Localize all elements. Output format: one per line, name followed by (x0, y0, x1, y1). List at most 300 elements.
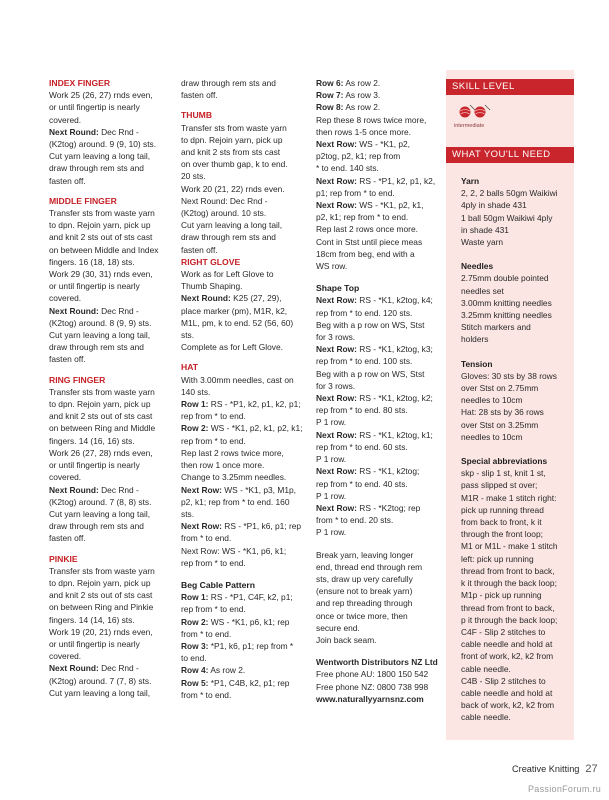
instruction-text: rep from * to end. 60 sts. (316, 441, 408, 452)
row-label: Next Round: (181, 293, 231, 304)
instruction-text: from * to end. (181, 628, 232, 639)
instruction-text: *P1, k6, p1; rep from * (208, 640, 294, 651)
instruction-line (316, 126, 434, 138)
instruction-text: covered. (49, 114, 82, 125)
materials-line: cable needle. (461, 663, 511, 674)
instruction-text: p1; rep from * to end. (316, 187, 395, 198)
instruction-line (49, 508, 167, 520)
instruction-line (181, 244, 299, 256)
instruction-line (49, 101, 167, 113)
materials-list (446, 163, 574, 724)
instruction-text: rep from * to end. (181, 557, 246, 568)
pattern-column-3 (316, 77, 438, 705)
materials-line: pass slipped st over; (461, 480, 538, 491)
instruction-text: RS - *K1, k2tog, k1; (356, 429, 433, 440)
instruction-text: (K2tog) around. 10 sts. (181, 208, 267, 219)
instruction-line (181, 640, 299, 652)
instruction-text: Change to 3.25mm needles. (181, 472, 287, 483)
materials-line: 2, 2, 2 balls 50gm Waikiwi (461, 188, 558, 199)
row-label: Row 1: (181, 592, 209, 603)
instruction-line (49, 410, 167, 422)
instruction-line (181, 410, 299, 422)
instruction-line (181, 195, 299, 207)
row-label: Row 6: (316, 78, 344, 88)
instruction-text: covered. (49, 472, 82, 483)
instruction-text: and knit 2 sts from sts cast (181, 147, 281, 158)
instruction-line (181, 422, 303, 434)
materials-line: Hat: 28 sts by 36 rows (461, 407, 544, 418)
instruction-text: 18cm from beg, end with a (316, 248, 415, 259)
materials-line: needles to 10cm (461, 431, 523, 442)
row-label: Row 4: (181, 665, 209, 676)
instruction-line (181, 591, 299, 603)
instruction-text: rep from * to end. (181, 604, 246, 615)
instruction-line (49, 650, 167, 662)
row-label: Row 8: (316, 102, 344, 113)
materials-line: M1p - pick up running (461, 590, 542, 601)
materials-line: pick up running thread (461, 504, 544, 515)
row-label: Wentworth Distributors NZ Ltd (316, 657, 438, 668)
instruction-text: Dec Rnd - (98, 484, 139, 495)
instruction-text: Work as for Left Glove to (181, 269, 274, 280)
instruction-text: K25 (27, 29), (230, 293, 282, 304)
instruction-text: Dec Rnd - (98, 305, 139, 316)
instruction-line (316, 187, 434, 199)
row-label: Next Round: (49, 126, 99, 137)
instruction-text: Work 19 (20, 21) rnds even, (49, 626, 153, 637)
instruction-line (316, 453, 434, 465)
instruction-text: from * to end. 20 sts. (316, 515, 394, 526)
instruction-line (49, 175, 167, 187)
section-heading: PINKIE (49, 553, 78, 564)
instruction-line (49, 89, 167, 101)
materials-line: skp - slip 1 st, knit 1 st, (461, 468, 546, 479)
row-label: Row 2: (181, 616, 209, 627)
row-label: Next Round: (49, 484, 99, 495)
section-heading: THUMB (181, 110, 213, 121)
instruction-text: to dpn. Rejoin yarn, pick up (49, 577, 151, 588)
instruction-text: P 1 row. (316, 417, 347, 428)
instruction-text: end, thread end through rem (316, 561, 423, 572)
instruction-text: Dec Rnd - (98, 663, 139, 674)
instruction-text: to dpn. Rejoin yarn, pick up (49, 220, 151, 231)
what-youll-need-heading: WHAT YOU'LL NEED (446, 147, 574, 163)
skill-level-heading: SKILL LEVEL (446, 79, 574, 95)
instruction-text: Rep last 2 rows twice more, (181, 447, 284, 458)
instruction-line (316, 416, 434, 428)
materials-line: Gloves: 30 sts by 38 rows (461, 370, 557, 381)
pattern-section (316, 77, 434, 272)
row-label: Row 1: (181, 399, 209, 410)
instruction-line (181, 689, 299, 701)
instruction-line (316, 150, 434, 162)
instruction-line (181, 89, 299, 101)
instruction-line (181, 268, 299, 280)
instruction-line (316, 368, 434, 380)
row-label: Row 7: (316, 90, 344, 101)
instruction-text: Work 20 (21, 22) rnds even. (181, 183, 285, 194)
instruction-text: to end. (181, 653, 207, 664)
instruction-text: Work 29 (30, 31) rnds even, (49, 269, 153, 280)
materials-line: in shade 431 (461, 224, 509, 235)
materials-line: thread from front to back, (461, 565, 555, 576)
instruction-line (181, 374, 299, 386)
instruction-line (49, 138, 167, 150)
instruction-line (316, 549, 434, 561)
instruction-line (181, 484, 299, 496)
instruction-line (49, 353, 167, 365)
instruction-text: covered. (49, 651, 82, 662)
instruction-text: or until fingertip is nearly (49, 638, 140, 649)
instruction-line (49, 687, 167, 699)
instruction-line (49, 447, 167, 459)
instruction-line (49, 244, 167, 256)
instruction-text: RS - *P1, k2, p1, k2, (356, 175, 436, 186)
instruction-line (49, 435, 167, 447)
instruction-text: * to end. 140 sts. (316, 163, 379, 174)
instruction-text: M1L, pm, k to end. 52 (56, 60) (181, 317, 294, 328)
materials-line: Stitch markers and (461, 322, 531, 333)
instruction-line (316, 101, 434, 113)
instruction-text: draw through rem sts and (49, 163, 144, 174)
spacer (461, 346, 566, 358)
materials-line: thread from front to back, (461, 602, 555, 613)
instruction-text: As row 2. (343, 78, 381, 88)
section-heading: MIDDLE FINGER (49, 195, 117, 206)
instruction-line (316, 610, 434, 622)
instruction-line (181, 545, 299, 557)
skill-level-box (446, 95, 574, 141)
instruction-line (316, 89, 434, 101)
materials-line: p it through the back loop; (461, 614, 558, 625)
instruction-text: WS - *K1, p2, k1, p2, k1; (208, 423, 303, 434)
instruction-text: covered. (49, 293, 82, 304)
instruction-line (181, 341, 299, 353)
instruction-line (316, 211, 434, 223)
instruction-text: rep from * to end. 80 sts. (316, 405, 408, 416)
instruction-line (316, 343, 434, 355)
pattern-section (49, 553, 167, 699)
pattern-section (49, 77, 167, 187)
instruction-text: once or twice more, then (316, 610, 408, 621)
instruction-text: Cut yarn leaving a long tail, (49, 151, 151, 162)
instruction-text: fasten off. (49, 354, 86, 365)
instruction-line (49, 280, 167, 292)
instruction-text: With 3.00mm needles, cast on (181, 374, 294, 385)
instruction-line (49, 162, 167, 174)
section-heading: RING FINGER (49, 374, 106, 385)
pattern-section (181, 109, 299, 255)
materials-line: back of work, k2, k2 from (461, 700, 555, 711)
instruction-text: p2tog, p2, k1; rep from (316, 151, 401, 162)
section-heading: HAT (181, 362, 199, 373)
instruction-line (316, 634, 434, 646)
instruction-text: fingers. 16 (18, 18) sts. (49, 256, 135, 267)
instruction-line (49, 565, 167, 577)
instruction-text: Next Round: Dec Rnd - (181, 195, 268, 206)
materials-heading: Needles (461, 261, 494, 272)
yarn-balls-icon (456, 103, 496, 119)
materials-line: needles set (461, 285, 504, 296)
row-label: Row 5: (181, 677, 209, 688)
spacer (461, 248, 566, 260)
instruction-text: on between Ring and Middle (49, 423, 156, 434)
instruction-text: WS - *K1, p3, M1p, (221, 484, 296, 495)
row-label: Next Row: (316, 295, 357, 306)
instruction-line (49, 638, 167, 650)
materials-line: Waste yarn (461, 237, 504, 248)
instruction-text: Rep these 8 rows twice more, (316, 114, 427, 125)
row-label: Next Row: (316, 502, 357, 513)
instruction-text: RS - *K1, k2tog, k3; (356, 344, 433, 355)
instruction-line (49, 496, 167, 508)
instruction-line (316, 162, 434, 174)
instruction-line (316, 478, 434, 490)
instruction-line (49, 484, 167, 496)
instruction-text: fasten off. (49, 175, 86, 186)
row-label: Next Row: (316, 429, 357, 440)
materials-line: M1 or M1L - make 1 stitch (461, 541, 558, 552)
instruction-line (181, 183, 299, 195)
row-label: Next Row: (316, 466, 357, 477)
pattern-section (49, 195, 167, 366)
page-number: 27 (585, 763, 598, 775)
instruction-text: rep from * to end. 40 sts. (316, 478, 408, 489)
instruction-text: sts. (181, 508, 195, 519)
instruction-line (316, 404, 434, 416)
instruction-text: Thumb Shaping. (181, 281, 243, 292)
instruction-text: on over thumb gap, k to end. (181, 159, 288, 170)
instruction-line (49, 126, 167, 138)
materials-line: holders (461, 334, 489, 345)
materials-line: from back to front, k it (461, 517, 542, 528)
instruction-text: from * to end. (181, 689, 232, 700)
instruction-line (49, 398, 167, 410)
instruction-line (316, 441, 434, 453)
instruction-line (49, 268, 167, 280)
pattern-section (49, 374, 167, 545)
instruction-text: draw through rem sts and (181, 232, 276, 243)
instruction-text: fingers. 14 (14, 16) sts. (49, 614, 135, 625)
row-label: Row 2: (181, 423, 209, 434)
row-label: Row 3: (181, 640, 209, 651)
instruction-text: rep from * to end. 100 sts. (316, 356, 413, 367)
instruction-line (49, 150, 167, 162)
materials-line: through the front loop; (461, 529, 543, 540)
instruction-text: rep from * to end. (181, 435, 246, 446)
instruction-line (49, 626, 167, 638)
materials-line: k it through the back loop; (461, 578, 557, 589)
instruction-text: then rows 1-5 once more. (316, 126, 411, 137)
instruction-text: Cut yarn leaving a long tail, (49, 508, 151, 519)
row-label: Next Row: (181, 484, 222, 495)
section-heading: Shape Top (316, 283, 360, 294)
instruction-text: fingers. 14 (16, 16) sts. (49, 435, 135, 446)
materials-line: over Stst on 2.75mm (461, 383, 539, 394)
instruction-text: draw through rem sts and (181, 78, 276, 88)
instruction-line (316, 248, 434, 260)
instruction-text: Beg with a p row on WS, Stst (316, 368, 425, 379)
instruction-line (181, 616, 299, 628)
instruction-line (181, 520, 302, 532)
instruction-line (316, 668, 434, 680)
materials-line: 4ply in shade 431 (461, 200, 527, 211)
pattern-section (316, 282, 438, 705)
instruction-line (181, 134, 299, 146)
instruction-line (316, 502, 434, 514)
instruction-line (49, 329, 167, 341)
instruction-text: on between Ring and Pinkie (49, 602, 154, 613)
materials-heading: Special abbreviations (461, 456, 548, 467)
instruction-line (181, 280, 299, 292)
row-label: Next Row: (316, 175, 357, 186)
instruction-line (316, 490, 434, 502)
instruction-text: Cont in Stst until piece meas (316, 236, 423, 247)
instruction-line (49, 114, 167, 126)
instruction-line (316, 585, 434, 597)
instruction-line (181, 652, 299, 664)
spacer (316, 539, 434, 549)
materials-line: over Stst on 3.25mm (461, 419, 539, 430)
instruction-line (181, 447, 299, 459)
instruction-text: WS - *K1, p6, k1; rep (208, 616, 290, 627)
instruction-line (181, 146, 299, 158)
instruction-line (181, 158, 299, 170)
instruction-text: sts, draw up very carefully (316, 573, 413, 584)
materials-line: cable needle. (461, 712, 511, 723)
materials-line: needles to 10cm (461, 395, 523, 406)
instruction-line (181, 664, 299, 676)
instruction-text: p2, k1; rep from * to end. 160 (181, 496, 290, 507)
instruction-line (49, 589, 167, 601)
instruction-text: RS - *K1, k2tog, k2; (356, 393, 433, 404)
skill-level-label: intermediate (454, 123, 485, 129)
instruction-text: As row 2. (343, 102, 381, 113)
instruction-line (316, 392, 434, 404)
instruction-text: 20 sts. (181, 171, 206, 182)
instruction-text: Next Row: WS - *K1, p6, k1; (181, 545, 287, 556)
materials-line: cable needle and hold at (461, 639, 553, 650)
instruction-line (49, 614, 167, 626)
instruction-line (316, 138, 434, 150)
instruction-text: draw through rem sts and (49, 342, 144, 353)
materials-line: 2.75mm double pointed (461, 273, 549, 284)
instruction-line (181, 508, 299, 520)
instruction-text: (K2tog) around. 7 (8, 8) sts. (49, 496, 152, 507)
instruction-text: WS - *K1, p2, k1, (356, 200, 424, 211)
instruction-text: Work 25 (26, 27) rnds even, (49, 90, 153, 101)
instruction-text: WS - *K1, p2, (356, 139, 411, 150)
instruction-line (181, 496, 299, 508)
instruction-text: As row 2. (208, 665, 246, 676)
instruction-line (49, 317, 167, 329)
instruction-text: or until fingertip is nearly (49, 460, 140, 471)
instruction-text: Transfer sts from waste yarn (49, 386, 155, 397)
instruction-text: Transfer sts from waste yarn (49, 208, 155, 219)
instruction-line (49, 520, 167, 532)
materials-line: left: pick up running (461, 553, 534, 564)
instruction-line (316, 429, 434, 441)
pattern-section (181, 77, 299, 101)
instruction-text: Free phone AU: 1800 150 542 (316, 669, 429, 680)
instruction-text: draw through rem sts and (49, 521, 144, 532)
instruction-text: (K2tog) around. 8 (9, 9) sts. (49, 317, 152, 328)
instruction-line (49, 471, 167, 483)
row-label: Next Row: (316, 344, 357, 355)
instruction-line (316, 355, 434, 367)
instruction-line (181, 386, 299, 398)
instruction-line (316, 331, 434, 343)
instruction-text: RS - *P1, k2, p1, k2, p1; (208, 399, 301, 410)
materials-line: M1R - make 1 stitch right: (461, 492, 557, 503)
instruction-line (49, 675, 167, 687)
instruction-line (181, 170, 299, 182)
instruction-text: fasten off. (49, 533, 86, 544)
instruction-line (316, 236, 434, 248)
instruction-text: RS - *K1, k2tog, k4; (356, 295, 433, 306)
instruction-text: rep from * to end. 120 sts. (316, 307, 413, 318)
materials-heading: Tension (461, 358, 493, 369)
instruction-text: Beg with a p row on WS, Stst (316, 319, 425, 330)
materials-line: C4B - Slip 2 stitches to (461, 675, 546, 686)
instruction-line (316, 307, 434, 319)
instruction-line (316, 175, 434, 187)
instruction-text: Join back seam. (316, 634, 377, 645)
instruction-line (181, 207, 299, 219)
instruction-text: to dpn. Rejoin yarn, pick up (49, 399, 151, 410)
instruction-text: (K2tog) around. 7 (7, 8) sts. (49, 675, 152, 686)
instruction-line (49, 577, 167, 589)
instruction-line (316, 681, 434, 693)
instruction-line (181, 305, 299, 317)
pattern-section (181, 256, 299, 354)
row-label: Next Row: (316, 200, 357, 211)
instruction-line (316, 199, 434, 211)
instruction-line (181, 532, 299, 544)
instruction-text: RS - *P1, k6, p1; rep (221, 521, 302, 532)
instruction-text: RS - *K1, k2tog; (356, 466, 420, 477)
pattern-section (181, 579, 299, 701)
instruction-text: Complete as for Left Glove. (181, 342, 283, 353)
row-label: Next Row: (181, 521, 222, 532)
materials-heading: Yarn (461, 176, 480, 186)
instruction-line (181, 231, 299, 243)
materials-line: C4F - Slip 2 stitches to (461, 626, 546, 637)
pattern-column-2 (181, 77, 303, 701)
instruction-text: place marker (pm), M1R, k2, (181, 305, 288, 316)
instruction-line (181, 603, 299, 615)
page-footer (512, 763, 598, 775)
instruction-line (316, 597, 434, 609)
instruction-text: Transfer sts from waste yarn (49, 565, 155, 576)
instruction-line (316, 319, 434, 331)
instruction-text: from * to end. (181, 533, 232, 544)
instruction-text: or until fingertip is nearly (49, 102, 140, 113)
instruction-line (49, 459, 167, 471)
instruction-line (181, 77, 299, 89)
magazine-title: Creative Knitting (512, 764, 580, 774)
instruction-text: *P1, C4B, k2, p1; rep (208, 677, 290, 688)
instruction-text: WS row. (316, 261, 348, 272)
sidebar-panel (446, 70, 574, 740)
instruction-line (49, 219, 167, 231)
instruction-text: and knit 2 sts out of sts cast (49, 411, 153, 422)
instruction-text: RS - *K2tog; rep (356, 502, 421, 513)
instruction-line (181, 677, 299, 689)
instruction-text: P 1 row. (316, 490, 347, 501)
instruction-text: RS - *P1, C4F, k2, p1; (208, 592, 293, 603)
instruction-line (316, 573, 434, 585)
